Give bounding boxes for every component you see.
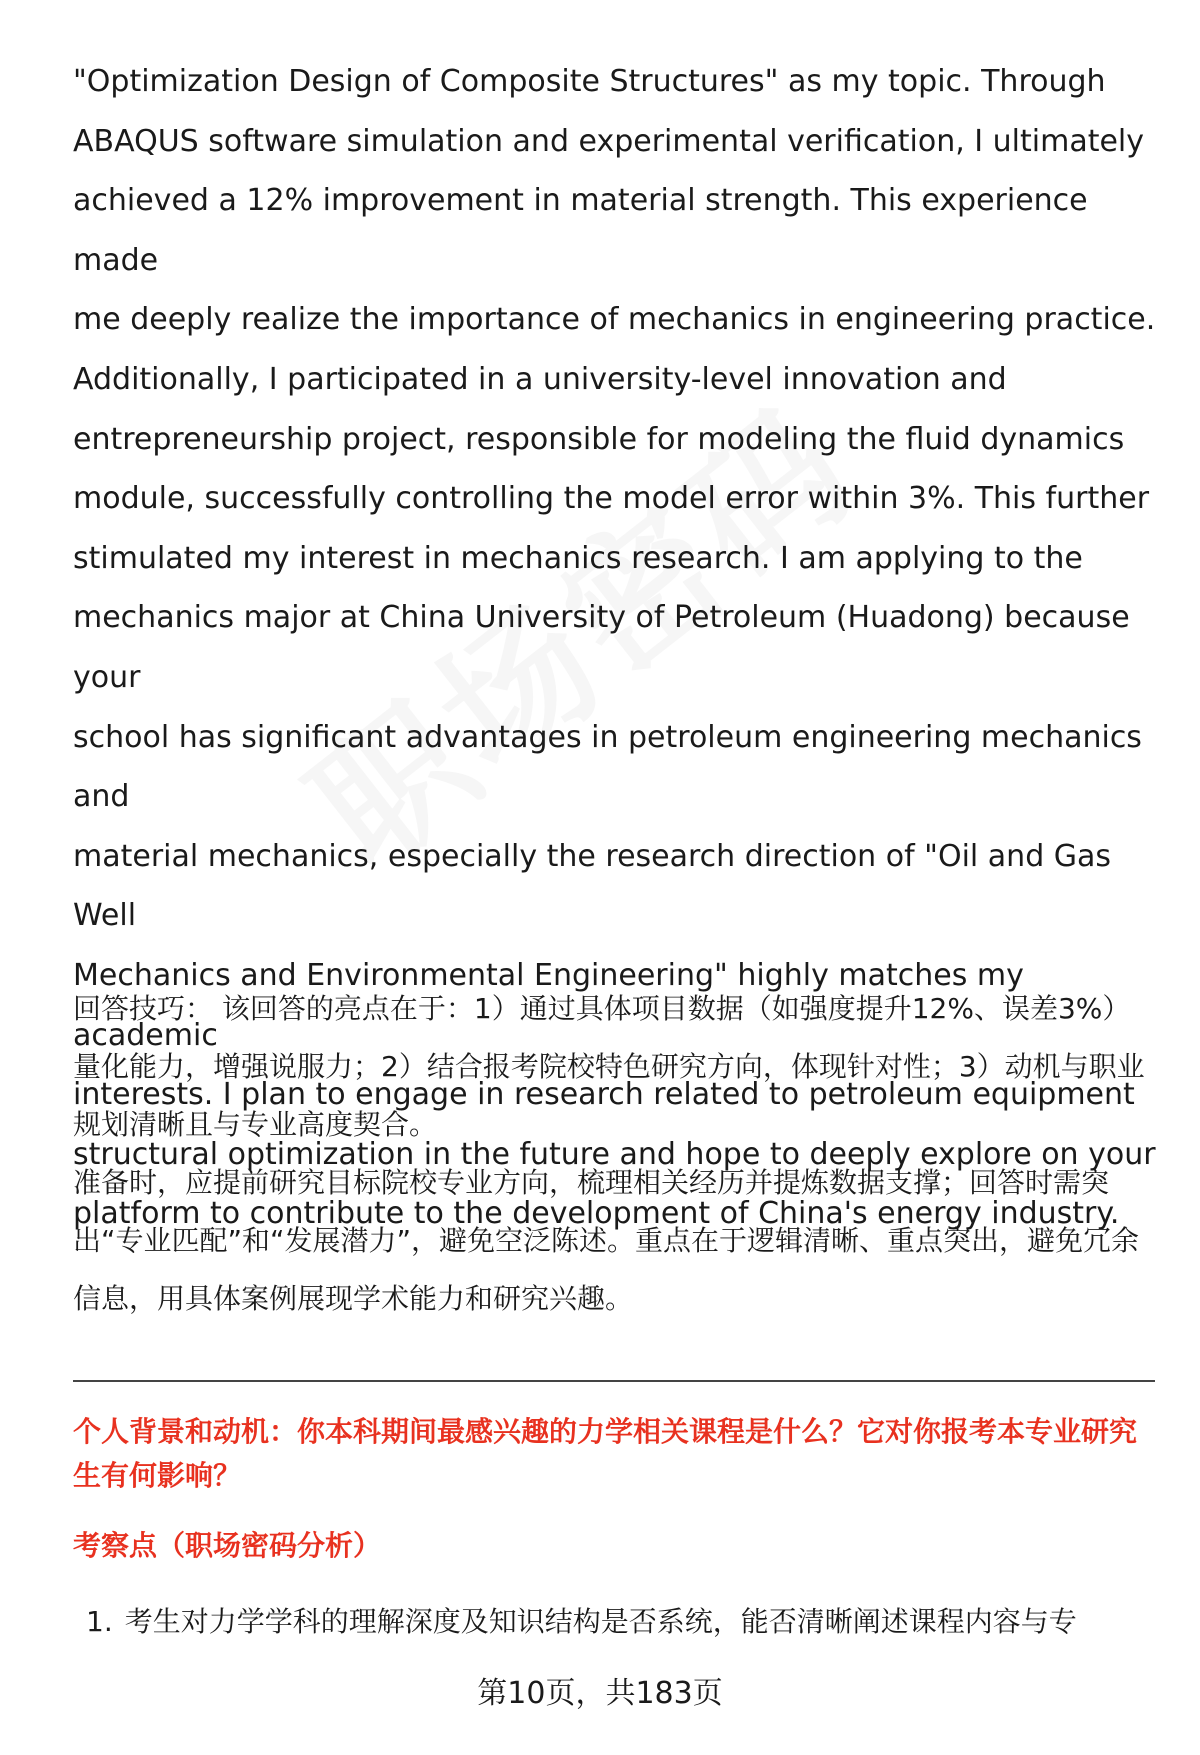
assessment-points-list (86, 1600, 1161, 1644)
list-item-text: 考生对力学学科的理解深度及知识结构是否系统，能否清晰阐述课程内容与专 (124, 1605, 1077, 1638)
english-line: entrepreneurship project, responsible for modeling the fluid dynamics (73, 421, 1125, 457)
english-line: ABAQUS software simulation and experimental verification, I ultimately (73, 123, 1145, 159)
english-line: module, successfully controlling the model error within 3%. This further (73, 481, 1150, 517)
english-line: platform to contribute to the development of China's energy industry. (73, 1196, 1120, 1232)
list-item (86, 1600, 1161, 1644)
english-line: "Optimization Design of Composite Structures" as my topic. Through (73, 64, 1106, 99)
tips-paragraph-preparation: 准备时，应提前研究目标院校专业方向，梳理相关经历并提炼数据支撑；回答时需突出“专业匹配”和“发展潜力”，避免空泛陈述。重点在于逻辑清晰、重点突出，避免冗余信息，用具体案例展现学术能力和研究兴趣。 (73, 1166, 1140, 1315)
english-line: material mechanics, especially the research direction of "Oil and Gas Well (73, 838, 1112, 934)
english-line: structural optimization in the future and hope to deeply explore on your (73, 1136, 1156, 1172)
page-number-footer: 第10页，共183页 (477, 1676, 723, 1711)
english-line: Additionally, I participated in a university-level innovation and (73, 361, 1007, 397)
question-heading: 个人背景和动机：你本科期间最感兴趣的力学相关课程是什么？它对你报考本专业研究生有何影响？ (73, 1415, 1138, 1492)
english-line: interests. I plan to engage in research related to petroleum equipment (73, 1077, 1135, 1113)
section-divider (73, 1380, 1155, 1382)
english-line: achieved a 12% improvement in material strength. This experience made (73, 183, 1088, 278)
english-line: me deeply realize the importance of mechanics in engineering practice. (73, 302, 1156, 338)
list-item-number: 1. (86, 1605, 113, 1638)
tips-paragraph-highlights: 回答技巧： 该回答的亮点在于：1）通过具体项目数据（如强度提升12%、误差3%）量化能力，增强说服力；2）结合报考院校特色研究方向，体现针对性；3）动机与职业规划清晰且与专业高度契合。 (73, 992, 1145, 1141)
answer-tips (73, 980, 1158, 1328)
english-line: Mechanics and Environmental Engineering" highly matches my academic (73, 957, 1024, 1053)
english-line: stimulated my interest in mechanics research. I am applying to the (73, 540, 1083, 576)
english-line: school has significant advantages in petroleum engineering mechanics and (73, 719, 1142, 815)
assessment-points-title: 考察点（职场密码分析） (73, 1529, 382, 1562)
english-line: mechanics major at China University of Petroleum (Huadong) because your (73, 600, 1130, 695)
